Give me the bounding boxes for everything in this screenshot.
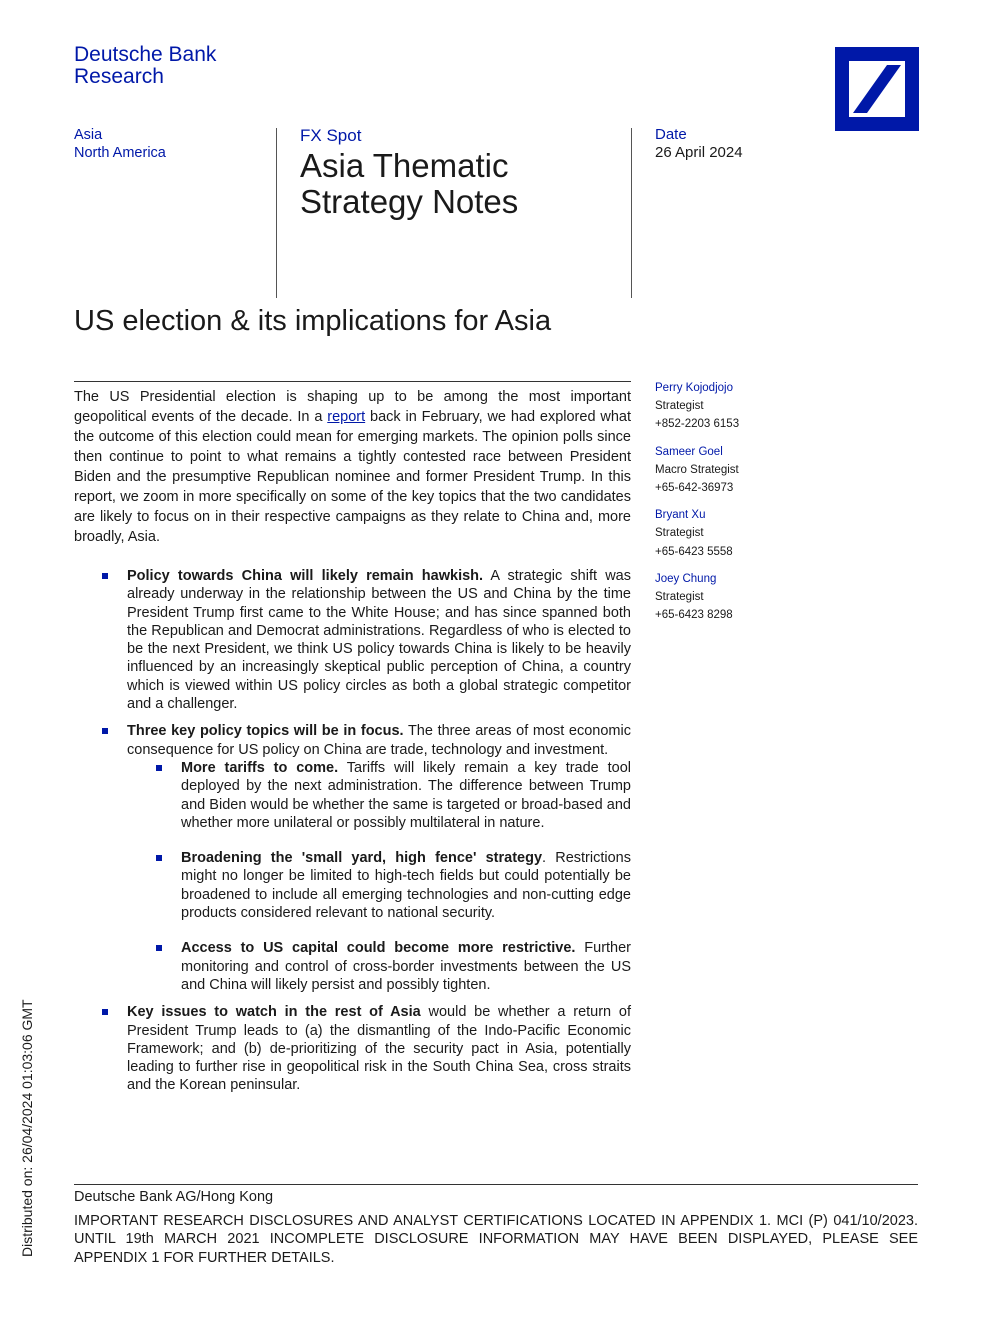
bullet-square-icon bbox=[102, 573, 108, 579]
divider-line bbox=[631, 128, 632, 298]
footer-entity: Deutsche Bank AG/Hong Kong bbox=[74, 1189, 274, 1205]
sub-list-item bbox=[128, 759, 631, 832]
analyst-name[interactable]: Perry Kojodjojo bbox=[655, 382, 733, 394]
bullet-square-icon bbox=[156, 945, 162, 951]
sub-bullet-text: . Restrictions might no longer be limited to high-tech fields but could potentially be broadened to include all emerging technologies and non-cutting edge products considered relevant to national security. bbox=[181, 850, 631, 922]
report-type: FX Spot bbox=[300, 126, 362, 145]
bullet-square-icon bbox=[156, 765, 162, 771]
bullet-lead: Key issues to watch in the rest of Asia bbox=[127, 1004, 421, 1021]
analyst-phone: +852-2203 6153 bbox=[655, 418, 740, 431]
region-item: Asia bbox=[74, 127, 103, 143]
brand-wordmark bbox=[74, 44, 216, 88]
analyst-name[interactable]: Bryant Xu bbox=[655, 509, 706, 522]
section-rule bbox=[74, 381, 631, 382]
analyst-phone: +65-642-36973 bbox=[655, 482, 734, 495]
intro-text-after: back in February, we had explored what the outcome of this election could mean for emerging markets. The opinion polls since then continue to point to what remains a tightly contested race between President Biden and the presumptive Republican nominee and former President Trump. In this report, we zoom in more specifically on some of the key topics that the two candidates are likely to focus on in their respective campaigns as they relate to China and, more broadly, Asia. bbox=[74, 409, 631, 545]
analyst-card bbox=[655, 570, 739, 625]
regions-list bbox=[74, 126, 166, 162]
analyst-phone: +65-6423 5558 bbox=[655, 545, 733, 558]
bullet-lead: Policy towards China will likely remain hawkish. bbox=[127, 568, 484, 584]
divider-line bbox=[276, 128, 277, 298]
analyst-role: Macro Strategist bbox=[655, 463, 739, 476]
headline: US election & its implications for Asia bbox=[74, 305, 552, 337]
sub-bullet-lead: Access to US capital could become more restrictive. bbox=[181, 940, 576, 957]
analyst-role: Strategist bbox=[655, 400, 704, 413]
analyst-role: Strategist bbox=[655, 591, 704, 604]
analyst-card bbox=[655, 506, 739, 561]
date-label: Date bbox=[655, 126, 687, 143]
bullet-square-icon bbox=[102, 1009, 108, 1015]
analyst-phone: +65-6423 8298 bbox=[655, 609, 733, 622]
brand-line-1: Deutsche Bank bbox=[74, 43, 217, 66]
bullet-square-icon bbox=[156, 855, 162, 861]
list-item bbox=[74, 1003, 631, 1094]
footer-rule bbox=[74, 1184, 918, 1185]
bullet-lead: Three key policy topics will be in focus. bbox=[127, 723, 404, 740]
list-item bbox=[74, 722, 631, 759]
sub-bullet-lead: Broadening the 'small yard, high fence' strategy bbox=[181, 850, 543, 867]
analyst-name[interactable]: Sameer Goel bbox=[655, 445, 723, 458]
intro-paragraph bbox=[74, 387, 631, 547]
analyst-name[interactable]: Joey Chung bbox=[655, 572, 717, 585]
list-item bbox=[74, 567, 631, 713]
footer-disclosure: IMPORTANT RESEARCH DISCLOSURES AND ANALYST CERTIFICATIONS LOCATED IN APPENDIX 1. MCI (P) 041/10/2023. UNTIL 19th MARCH 2021 INCOMPLETE DISCLOSURE INFORMATION MAY HAVE BEEN DISPLAYED, PLEASE SEE APPENDIX 1 FOR FURTHER DETAILS. bbox=[74, 1213, 918, 1266]
date-block bbox=[655, 126, 743, 162]
bullet-text: The three areas of most economic consequence for US policy on China are trade, technology and investment. bbox=[127, 723, 631, 758]
bullet-text: would be whether a return of President Trump leads to (a) the dismantling of the Indo-Pacific Economic Framework; and (b) de-prioritizing of the security pact in Asia, potentially leading to further rise in geopolitical risk in the South China Sea, cross straits and the Korean peninsular. bbox=[127, 1004, 631, 1094]
report-title-line-1: Asia Thematic bbox=[300, 147, 509, 184]
sub-bullet-text: Tariffs will likely remain a key trade tool deployed by the next administration. The difference between Trump and Biden would be whether the same is targeted or broad-based and whether more unilateral or possibly multilateral in nature. bbox=[181, 759, 631, 831]
intro-text-before: The US Presidential election is shaping up to be among the most important geopolitical events of the decade. In a bbox=[74, 389, 631, 425]
distribution-stamp: Distributed on: 26/04/2024 01:03:06 GMT bbox=[19, 999, 35, 1257]
bullet-square-icon bbox=[102, 728, 108, 734]
brand-line-2: Research bbox=[74, 65, 164, 88]
deutsche-bank-logo-icon bbox=[835, 47, 919, 131]
sub-bullet-list bbox=[128, 759, 631, 994]
report-link[interactable]: report bbox=[327, 409, 366, 425]
analyst-list bbox=[655, 379, 739, 633]
date-value: 26 April 2024 bbox=[655, 144, 743, 161]
sub-bullet-text: Further monitoring and control of cross-border investments between the US and China will likely persist and possibly tighten. bbox=[181, 940, 632, 993]
sub-list-item bbox=[128, 849, 631, 922]
analyst-card bbox=[655, 379, 739, 434]
analyst-role: Strategist bbox=[655, 527, 704, 540]
report-title-line-2: Strategy Notes bbox=[300, 183, 519, 220]
bullet-text: A strategic shift was already underway in the relationship between the US and China by the time President Trump first came to the White House; and has since spanned both the Republican and Democrat administrations. Regardless of who is elected to be the next President, we think US policy towards China is likely to be heavily influenced by an increasingly skeptical public perception of China, a country which is viewed within US policy circles as both a global strategic competitor and a challenger. bbox=[127, 568, 631, 713]
analyst-card bbox=[655, 443, 739, 498]
report-title bbox=[300, 148, 518, 220]
sub-list-item bbox=[128, 939, 631, 994]
sub-bullet-lead: More tariffs to come. bbox=[181, 759, 339, 776]
region-item: North America bbox=[74, 145, 166, 161]
bullet-list bbox=[74, 567, 631, 1104]
